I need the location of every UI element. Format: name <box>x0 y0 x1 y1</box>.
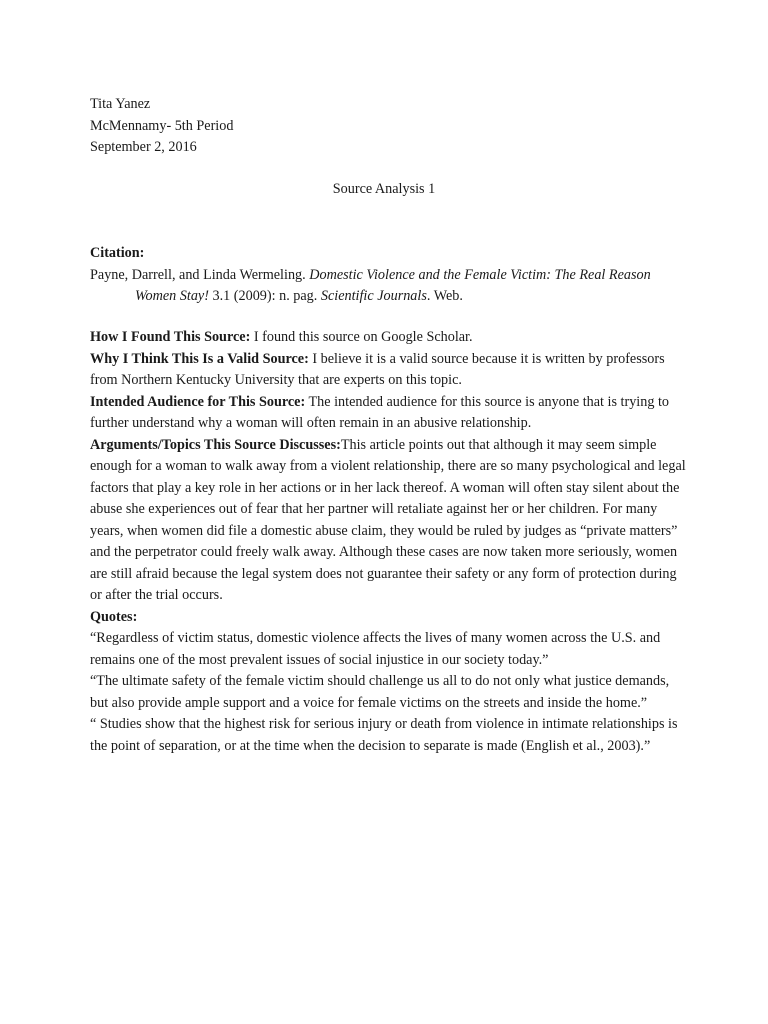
arguments-label: Arguments/Topics This Source Discusses: <box>90 436 341 453</box>
quote-item: “ Studies show that the highest risk for serious injury or death from violence in intimate relationships is the point of separation, or at the time when the decision to separate is made (English et al., 2003).” <box>90 716 678 754</box>
citation-journal: Scientific Journals <box>320 288 427 304</box>
student-name: Tita Yanez <box>90 96 151 112</box>
citation-volume: 3.1 (2009): n. pag. <box>208 288 321 304</box>
found-text: I found this source on Google Scholar. <box>250 329 473 345</box>
quotes-label: Quotes: <box>90 608 138 625</box>
citation-medium: . Web. <box>426 288 463 304</box>
document-title: Source Analysis 1 <box>332 181 436 197</box>
student-header <box>90 94 690 159</box>
arguments-section <box>90 435 690 607</box>
quote-item: “Regardless of victim status, domestic violence affects the lives of many women across the U.S. and remains one of the most prevalent issues of social injustice in our society today.” <box>90 630 661 668</box>
class-period: McMennamy- 5th Period <box>90 117 234 134</box>
found-label: How I Found This Source: <box>90 329 251 345</box>
valid-section <box>90 349 690 392</box>
analysis-body <box>90 327 690 757</box>
valid-label: Why I Think This Is a Valid Source: <box>90 350 309 367</box>
found-section <box>90 327 690 349</box>
citation-section <box>90 243 690 308</box>
valid-text: I believe it is a valid source because it is written by professors from Northern Kentucky University that are experts on this topic. <box>90 350 665 388</box>
arguments-text: This article points out that although it may seem simple enough for a woman to walk away from a violent relationship, there are so many psychological and legal factors that play a key role in her actions or in her lack thereof. A woman will often stay silent about the abuse she experiences out of fear that her partner will retaliate against her or her children. For many years, when women did file a domestic abuse claim, they would be ruled by judges as “private matters” and the perpetrator could freely walk away. Although these cases are now taken more seriously, women are still afraid because the legal system does not guarantee their safety or any form of protection during or after the trial occurs. <box>90 436 686 603</box>
citation-authors: Payne, Darrell, and Linda Wermeling. <box>90 266 310 283</box>
citation-heading: Citation: <box>90 245 145 261</box>
audience-section <box>90 392 690 435</box>
citation-entry <box>90 265 690 308</box>
document-date: September 2, 2016 <box>90 139 197 155</box>
audience-text: The intended audience for this source is anyone that is trying to further understand why a woman will often remain in an abusive relationship. <box>90 393 670 431</box>
quote-item: “The ultimate safety of the female victim should challenge us all to do not only what justice demands, but also provide ample support and a voice for female victims on the streets and inside the home.” <box>90 673 670 711</box>
audience-label: Intended Audience for This Source: <box>90 393 306 410</box>
citation-article-title: Domestic Violence and the Female Victim: The Real Reason Women Stay! <box>135 266 651 304</box>
